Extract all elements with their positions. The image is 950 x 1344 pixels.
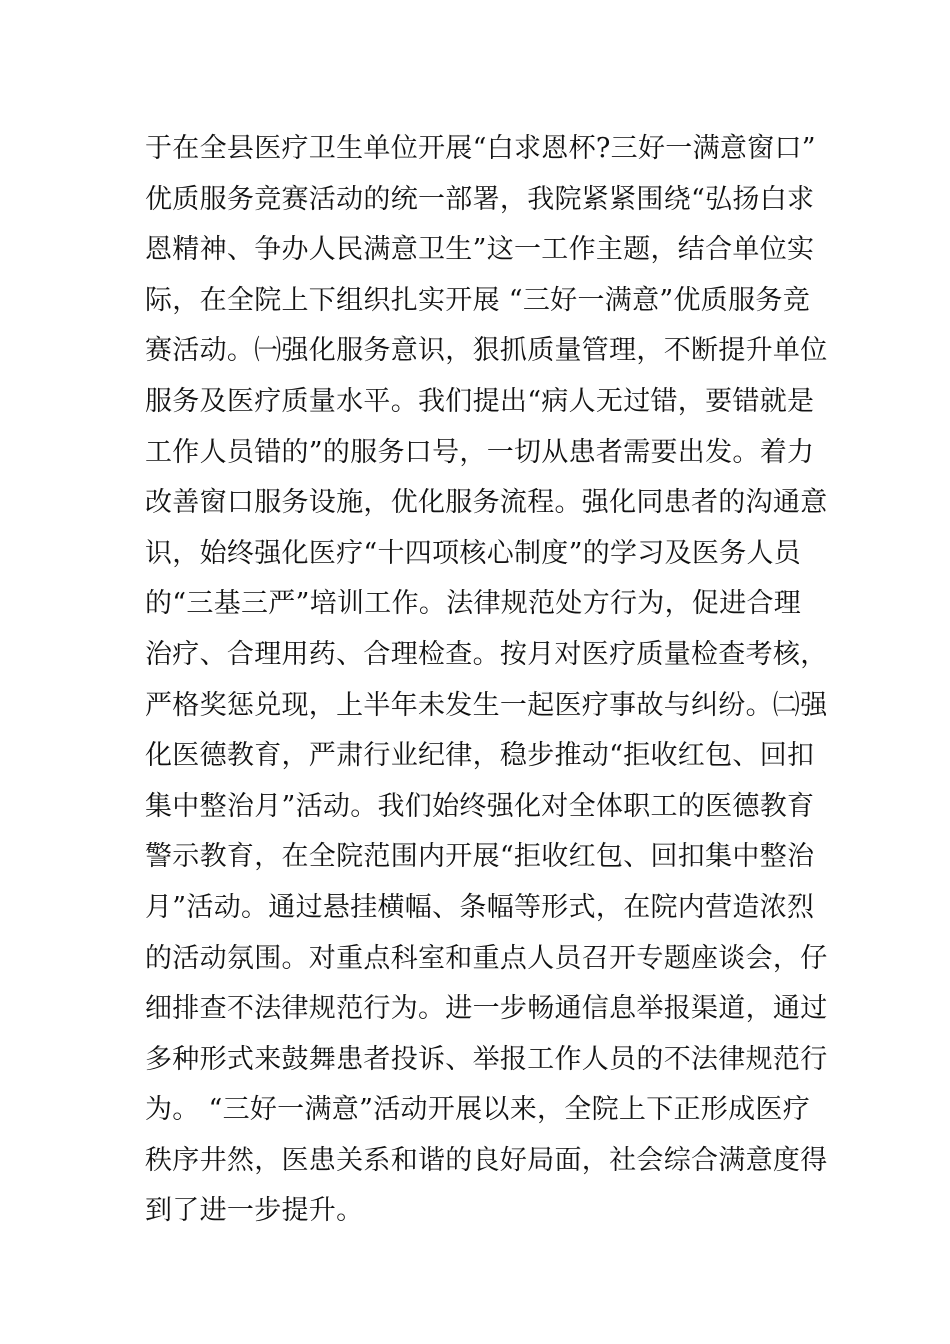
text-line-5: 赛活动。㈠强化服务意识，狠抓质量管理，不断提升单位 bbox=[145, 335, 828, 367]
text-line-18: 细排查不法律规范行为。进一步畅通信息举报渠道，通过 bbox=[145, 993, 828, 1025]
text-line-17: 的活动氛围。对重点科室和重点人员召开专题座谈会，仔 bbox=[145, 942, 828, 974]
text-line-14: 集中整治月”活动。我们始终强化对全体职工的医德教育 bbox=[145, 790, 815, 822]
text-line-21: 秩序井然，医患关系和谐的良好局面，社会综合满意度得 bbox=[145, 1144, 828, 1176]
text-line-15: 警示教育，在全院范围内开展“拒收红包、回扣集中整治 bbox=[145, 841, 815, 873]
text-line-20: 为。 “三好一满意”活动开展以来，全院上下正形成医疗 bbox=[145, 1094, 810, 1126]
text-line-19: 多种形式来鼓舞患者投诉、举报工作人员的不法律规范行 bbox=[145, 1043, 828, 1075]
text-line-12: 严格奖惩兑现，上半年未发生一起医疗事故与纠纷。㈡强 bbox=[145, 689, 828, 721]
text-line-1: 于在全县医疗卫生单位开展“白求恩杯?三好一满意窗口” bbox=[145, 133, 816, 164]
text-line-4: 际，在全院上下组织扎实开展 “三好一满意”优质服务竞 bbox=[145, 284, 810, 316]
text-line-16: 月”活动。通过悬挂横幅、条幅等形式，在院内营造浓烈 bbox=[145, 891, 815, 923]
body-paragraph bbox=[145, 124, 828, 1237]
text-line-22: 到了进一步提升。 bbox=[145, 1195, 364, 1227]
text-line-3: 恩精神、争办人民满意卫生”这一工作主题，结合单位实 bbox=[145, 234, 815, 266]
text-line-9: 识，始终强化医疗“十四项核心制度”的学习及医务人员 bbox=[145, 537, 802, 569]
text-line-7: 工作人员错的”的服务口号，一切从患者需要出发。着力 bbox=[145, 436, 815, 468]
text-line-2: 优质服务竞赛活动的统一部署，我院紧紧围绕“弘扬白求 bbox=[145, 183, 815, 215]
text-line-8: 改善窗口服务设施，优化服务流程。强化同患者的沟通意 bbox=[145, 487, 828, 519]
text-line-6: 服务及医疗质量水平。我们提出“病人无过错，要错就是 bbox=[145, 385, 815, 417]
text-line-11: 治疗、合理用药、合理检查。按月对医疗质量检查考核， bbox=[145, 638, 828, 670]
text-line-13: 化医德教育，严肃行业纪律，稳步推动“拒收红包、回扣 bbox=[145, 740, 815, 772]
text-line-10: 的“三基三严”培训工作。法律规范处方行为，促进合理 bbox=[145, 588, 802, 620]
